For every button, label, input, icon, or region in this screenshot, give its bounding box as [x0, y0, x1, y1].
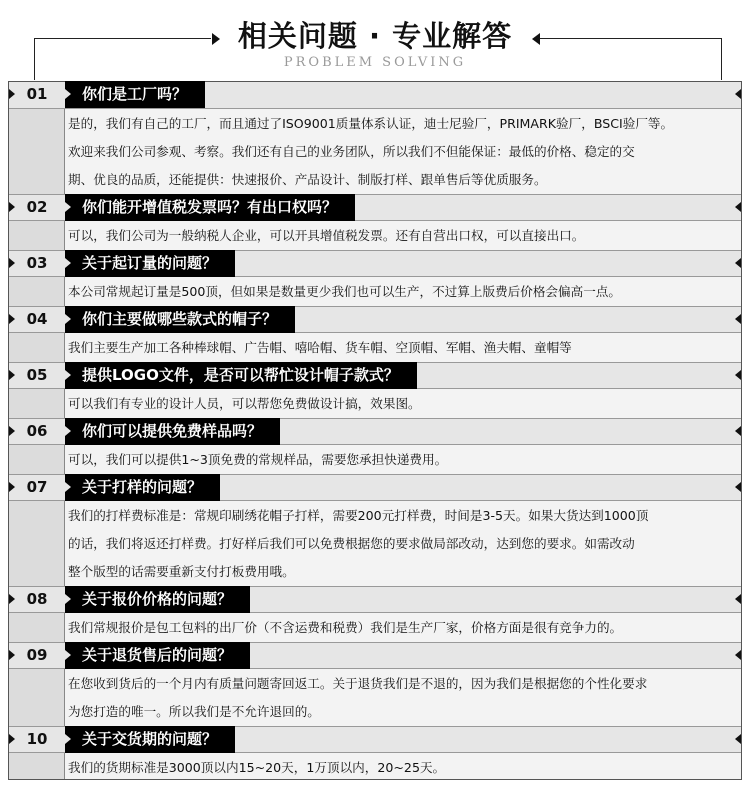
row-arrow-right-icon: [735, 202, 741, 212]
faq-number: 09: [26, 646, 48, 664]
faq-number: 01: [26, 85, 48, 103]
faq-answer-line: 我们的打样费标准是：常规印刷绣花帽子打样，需要200元打样费，时间是3-5天。如果大货达到1000顶: [68, 508, 649, 523]
faq-answer: [68, 502, 736, 586]
faq-answer-line: 在您收到货后的一个月内有质量问题寄回返工。关于退货我们是不退的，因为我们是根据您的个性化要求: [68, 676, 648, 691]
faq-question: 关于报价价格的问题？: [65, 586, 250, 613]
row-arrow-right-icon: [735, 594, 741, 604]
faq-question: 关于退货售后的问题？: [65, 642, 250, 669]
row-arrow-right-icon: [735, 734, 741, 744]
faq-question: 你们可以提供免费样品吗？: [65, 418, 280, 445]
faq-number: 08: [26, 590, 48, 608]
faq-question: 提供LOGO文件，是否可以帮忙设计帽子款式？: [65, 362, 417, 389]
faq-answer: [68, 390, 736, 418]
row-arrow-right-icon: [735, 314, 741, 324]
page-subtitle: PROBLEM SOLVING: [283, 55, 467, 70]
faq-question: 关于打样的问题？: [65, 474, 220, 501]
faq-question: 关于交货期的问题？: [65, 726, 235, 753]
faq-answer-line: 我们的货期标准是3000顶以内15~20天，1万顶以内，20~25天。: [68, 760, 446, 775]
faq-answer: [68, 614, 736, 642]
faq-answer-line: 为您打造的唯一。所以我们是不允许退回的。: [68, 704, 320, 719]
faq-answer: [68, 278, 736, 306]
faq-answer-line: 可以我们有专业的设计人员，可以帮您免费做设计搞，效果图。: [68, 396, 421, 411]
faq-question-row: [9, 642, 741, 669]
faq-answer: [68, 446, 736, 474]
page-title: 相关问题 · 专业解答: [237, 19, 513, 53]
faq-question-row: [9, 306, 741, 333]
header-bracket-right: [721, 38, 722, 80]
faq-question-row: [9, 82, 741, 109]
faq-answer-line: 欢迎来我们公司参观、考察。我们还有自己的业务团队，所以我们不但能保证：最低的价格、稳定的交: [68, 144, 635, 159]
header-bracket-left: [34, 38, 35, 80]
row-arrow-right-icon: [735, 89, 741, 99]
faq-question: 关于起订量的问题？: [65, 250, 235, 277]
faq-answer-line: 我们主要生产加工各种棒球帽、广告帽、嘻哈帽、货车帽、空顶帽、军帽、渔夫帽、童帽等: [68, 340, 572, 355]
header-line-right: [540, 38, 722, 39]
faq-answer: [68, 334, 736, 362]
faq-answer-line: 期、优良的品质，还能提供：快速报价、产品设计、制版打样、跟单售后等优质服务。: [68, 172, 547, 187]
faq-answer: [68, 670, 736, 726]
faq-answer-line: 可以，我们可以提供1~3顶免费的常规样品，需要您承担快递费用。: [68, 452, 448, 467]
faq-question: 你们是工厂吗？: [65, 81, 205, 108]
section-header: [0, 0, 750, 80]
faq-answer-line: 的话，我们将返还打样费。打好样后我们可以免费根据您的要求做局部改动，达到您的要求。如需改动: [68, 536, 635, 551]
header-line-left: [34, 38, 211, 39]
faq-table: [8, 81, 742, 780]
faq-answer-line: 是的，我们有自己的工厂，而且通过了ISO9001质量体系认证，迪士尼验厂，PRIMARK验厂，BSCI验厂等。: [68, 116, 674, 131]
faq-number: 10: [26, 730, 48, 748]
faq-answer: [68, 110, 736, 194]
faq-question: 你们能开增值税发票吗？有出口权吗？: [65, 194, 355, 221]
row-arrow-right-icon: [735, 482, 741, 492]
row-arrow-right-icon: [735, 258, 741, 268]
faq-number: 04: [26, 310, 48, 328]
faq-question-row: [9, 474, 741, 501]
row-arrow-right-icon: [735, 650, 741, 660]
faq-question-row: [9, 726, 741, 753]
faq-question-row: [9, 362, 741, 389]
faq-number: 03: [26, 254, 48, 272]
faq-number: 06: [26, 422, 48, 440]
faq-question-row: [9, 586, 741, 613]
faq-question: 你们主要做哪些款式的帽子？: [65, 306, 295, 333]
row-arrow-right-icon: [735, 370, 741, 380]
faq-question-row: [9, 250, 741, 277]
faq-question-row: [9, 194, 741, 221]
faq-number: 05: [26, 366, 48, 384]
faq-number: 07: [26, 478, 48, 496]
faq-answer-line: 本公司常规起订量是500顶，但如果是数量更少我们也可以生产，不过算上版费后价格会偏高一点。: [68, 284, 621, 299]
header-arrow-right-icon: [532, 33, 540, 45]
faq-number: 02: [26, 198, 48, 216]
faq-question-row: [9, 418, 741, 445]
faq-answer-line: 我们常规报价是包工包料的出厂价（不含运费和税费）我们是生产厂家，价格方面是很有竞争力的。: [68, 620, 623, 635]
row-arrow-right-icon: [735, 426, 741, 436]
faq-answer-line: 整个版型的话需要重新支付打板费用哦。: [68, 564, 295, 579]
header-arrow-left-icon: [212, 33, 220, 45]
faq-answer: [68, 754, 736, 782]
faq-answer-line: 可以，我们公司为一般纳税人企业，可以开具增值税发票。还有自营出口权，可以直接出口。: [68, 228, 585, 243]
faq-answer: [68, 222, 736, 250]
